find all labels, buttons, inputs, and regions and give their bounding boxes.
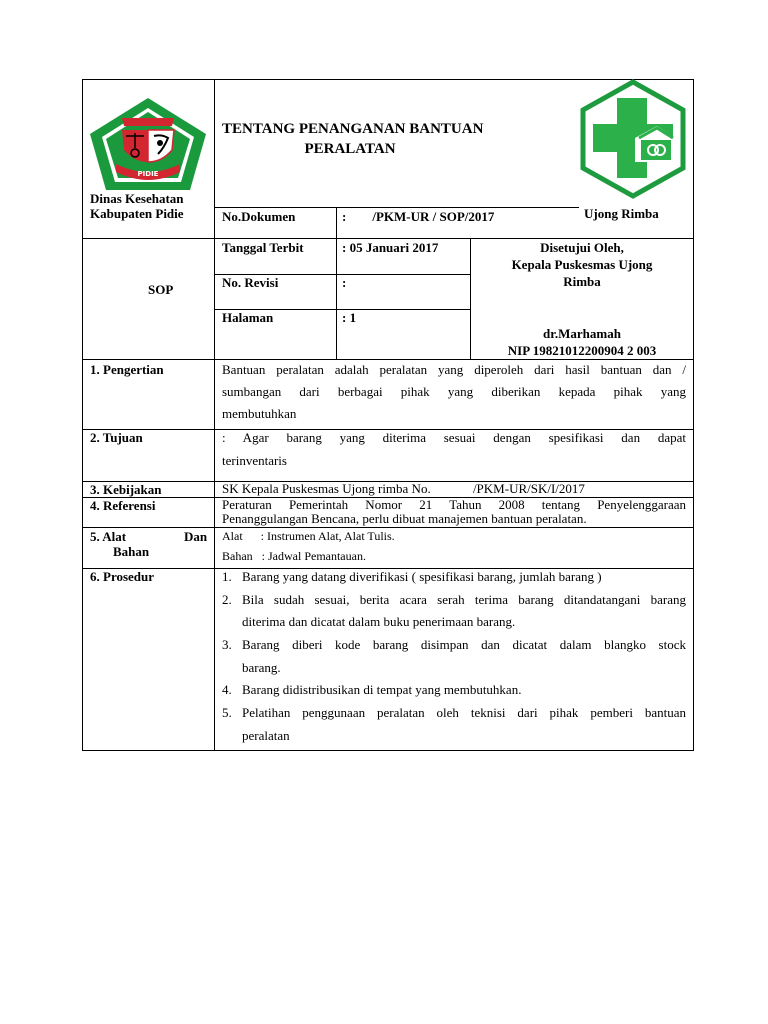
- signer-name: dr.Marhamah: [543, 326, 621, 341]
- tujuan-line1: : Agar barang yang diterima sesuai dengan spesifikasi dan dapat: [222, 430, 686, 445]
- logo-left-text: PIDIE: [137, 170, 159, 178]
- halaman-label: Halaman: [222, 310, 274, 325]
- table-border-left: [82, 79, 83, 751]
- table-border-right: [693, 79, 694, 751]
- no-dokumen-label: No.Dokumen: [222, 209, 296, 224]
- approval-line1: Disetujui Oleh,: [540, 240, 624, 255]
- prosedur-num-5: 5.: [222, 705, 232, 720]
- prosedur-item-3-line2: barang.: [242, 660, 281, 675]
- section-alat-label-dan: Dan: [184, 529, 208, 544]
- org-name-line1: Dinas Kesehatan: [90, 191, 184, 206]
- no-revisi-value: :: [342, 275, 347, 290]
- section-prosedur-label: 6. Prosedur: [90, 569, 155, 584]
- column-divider: [214, 79, 215, 751]
- tanggal-terbit-label: Tanggal Terbit: [222, 240, 304, 255]
- puskesmas-name: Ujong Rimba: [584, 206, 659, 221]
- prosedur-item-2-line2: diterima dan dicatat dalam buku penerimaan barang.: [242, 614, 516, 629]
- section-alat-label: 5. Alat: [90, 529, 127, 544]
- meta-column-divider: [336, 207, 337, 359]
- pidie-logo-icon: [86, 96, 210, 192]
- alat-line2: Bahan : Jadwal Pemantauan.: [222, 549, 366, 563]
- section-pengertian-label: 1. Pengertian: [90, 362, 164, 377]
- approval-line2: Kepala Puskesmas Ujong: [511, 257, 653, 272]
- tujuan-line2: terinventaris: [222, 453, 287, 468]
- signer-nip: NIP 19821012200904 2 003: [507, 343, 657, 358]
- header-divider-1: [214, 207, 579, 208]
- section-referensi-label: 4. Referensi: [90, 498, 156, 513]
- document-title-line1: TENTANG PENANGANAN BANTUAN: [222, 121, 484, 137]
- alat-line1: Alat : Instrumen Alat, Alat Tulis.: [222, 529, 395, 543]
- pengertian-line3: membutuhkan: [222, 406, 297, 421]
- header-divider-2: [82, 238, 694, 239]
- prosedur-item-5-line2: peralatan: [242, 728, 290, 743]
- puskesmas-logo-icon: [577, 78, 689, 200]
- approval-line3: Rimba: [563, 274, 601, 289]
- prosedur-num-2: 2.: [222, 592, 232, 607]
- row-divider-1: [82, 359, 694, 360]
- prosedur-item-4-line1: Barang didistribusikan di tempat yang membutuhkan.: [242, 682, 522, 697]
- prosedur-item-3-line1: Barang diberi kode barang disimpan dan dicatat dalam blangko stock: [242, 637, 686, 652]
- pengertian-line2: sumbangan dari berbagai pihak yang diberikan kepada pihak yang: [222, 384, 686, 399]
- org-name-line2: Kabupaten Pidie: [90, 206, 184, 221]
- halaman-value: : 1: [342, 310, 357, 325]
- prosedur-item-5-line1: Pelatihan penggunaan peralatan oleh teknisi dari pihak pemberi bantuan: [242, 705, 686, 720]
- tanggal-terbit-value: : 05 Januari 2017: [342, 240, 439, 255]
- pengertian-line1: Bantuan peralatan adalah peralatan yang diperoleh dari hasil bantuan dan /: [222, 362, 686, 377]
- prosedur-num-1: 1.: [222, 569, 232, 584]
- document-title-line2: PERALATAN: [304, 141, 396, 157]
- prosedur-item-2-line1: Bila sudah sesuai, berita acara serah terima barang ditandatangani barang: [242, 592, 686, 607]
- prosedur-item-1-line1: Barang yang datang diverifikasi ( spesifikasi barang, jumlah barang ): [242, 569, 602, 584]
- referensi-line2: Penanggulangan Bencana, perlu dibuat manajemen bantuan peralatan.: [222, 511, 587, 526]
- no-dokumen-value: : /PKM-UR / SOP/2017: [342, 209, 495, 224]
- table-border-bottom: [82, 750, 694, 751]
- prosedur-num-3: 3.: [222, 637, 232, 652]
- kebijakan-value: SK Kepala Puskesmas Ujong rimba No. /PKM-UR/SK/I/2017: [222, 481, 585, 496]
- prosedur-num-4: 4.: [222, 682, 232, 697]
- no-revisi-label: No. Revisi: [222, 275, 279, 290]
- section-bahan-label: Bahan: [113, 544, 150, 559]
- section-tujuan-label: 2. Tujuan: [90, 430, 143, 445]
- referensi-line1: Peraturan Pemerintah Nomor 21 Tahun 2008 tentang Penyelenggaraan: [222, 497, 686, 512]
- section-kebijakan-label: 3. Kebijakan: [90, 482, 162, 497]
